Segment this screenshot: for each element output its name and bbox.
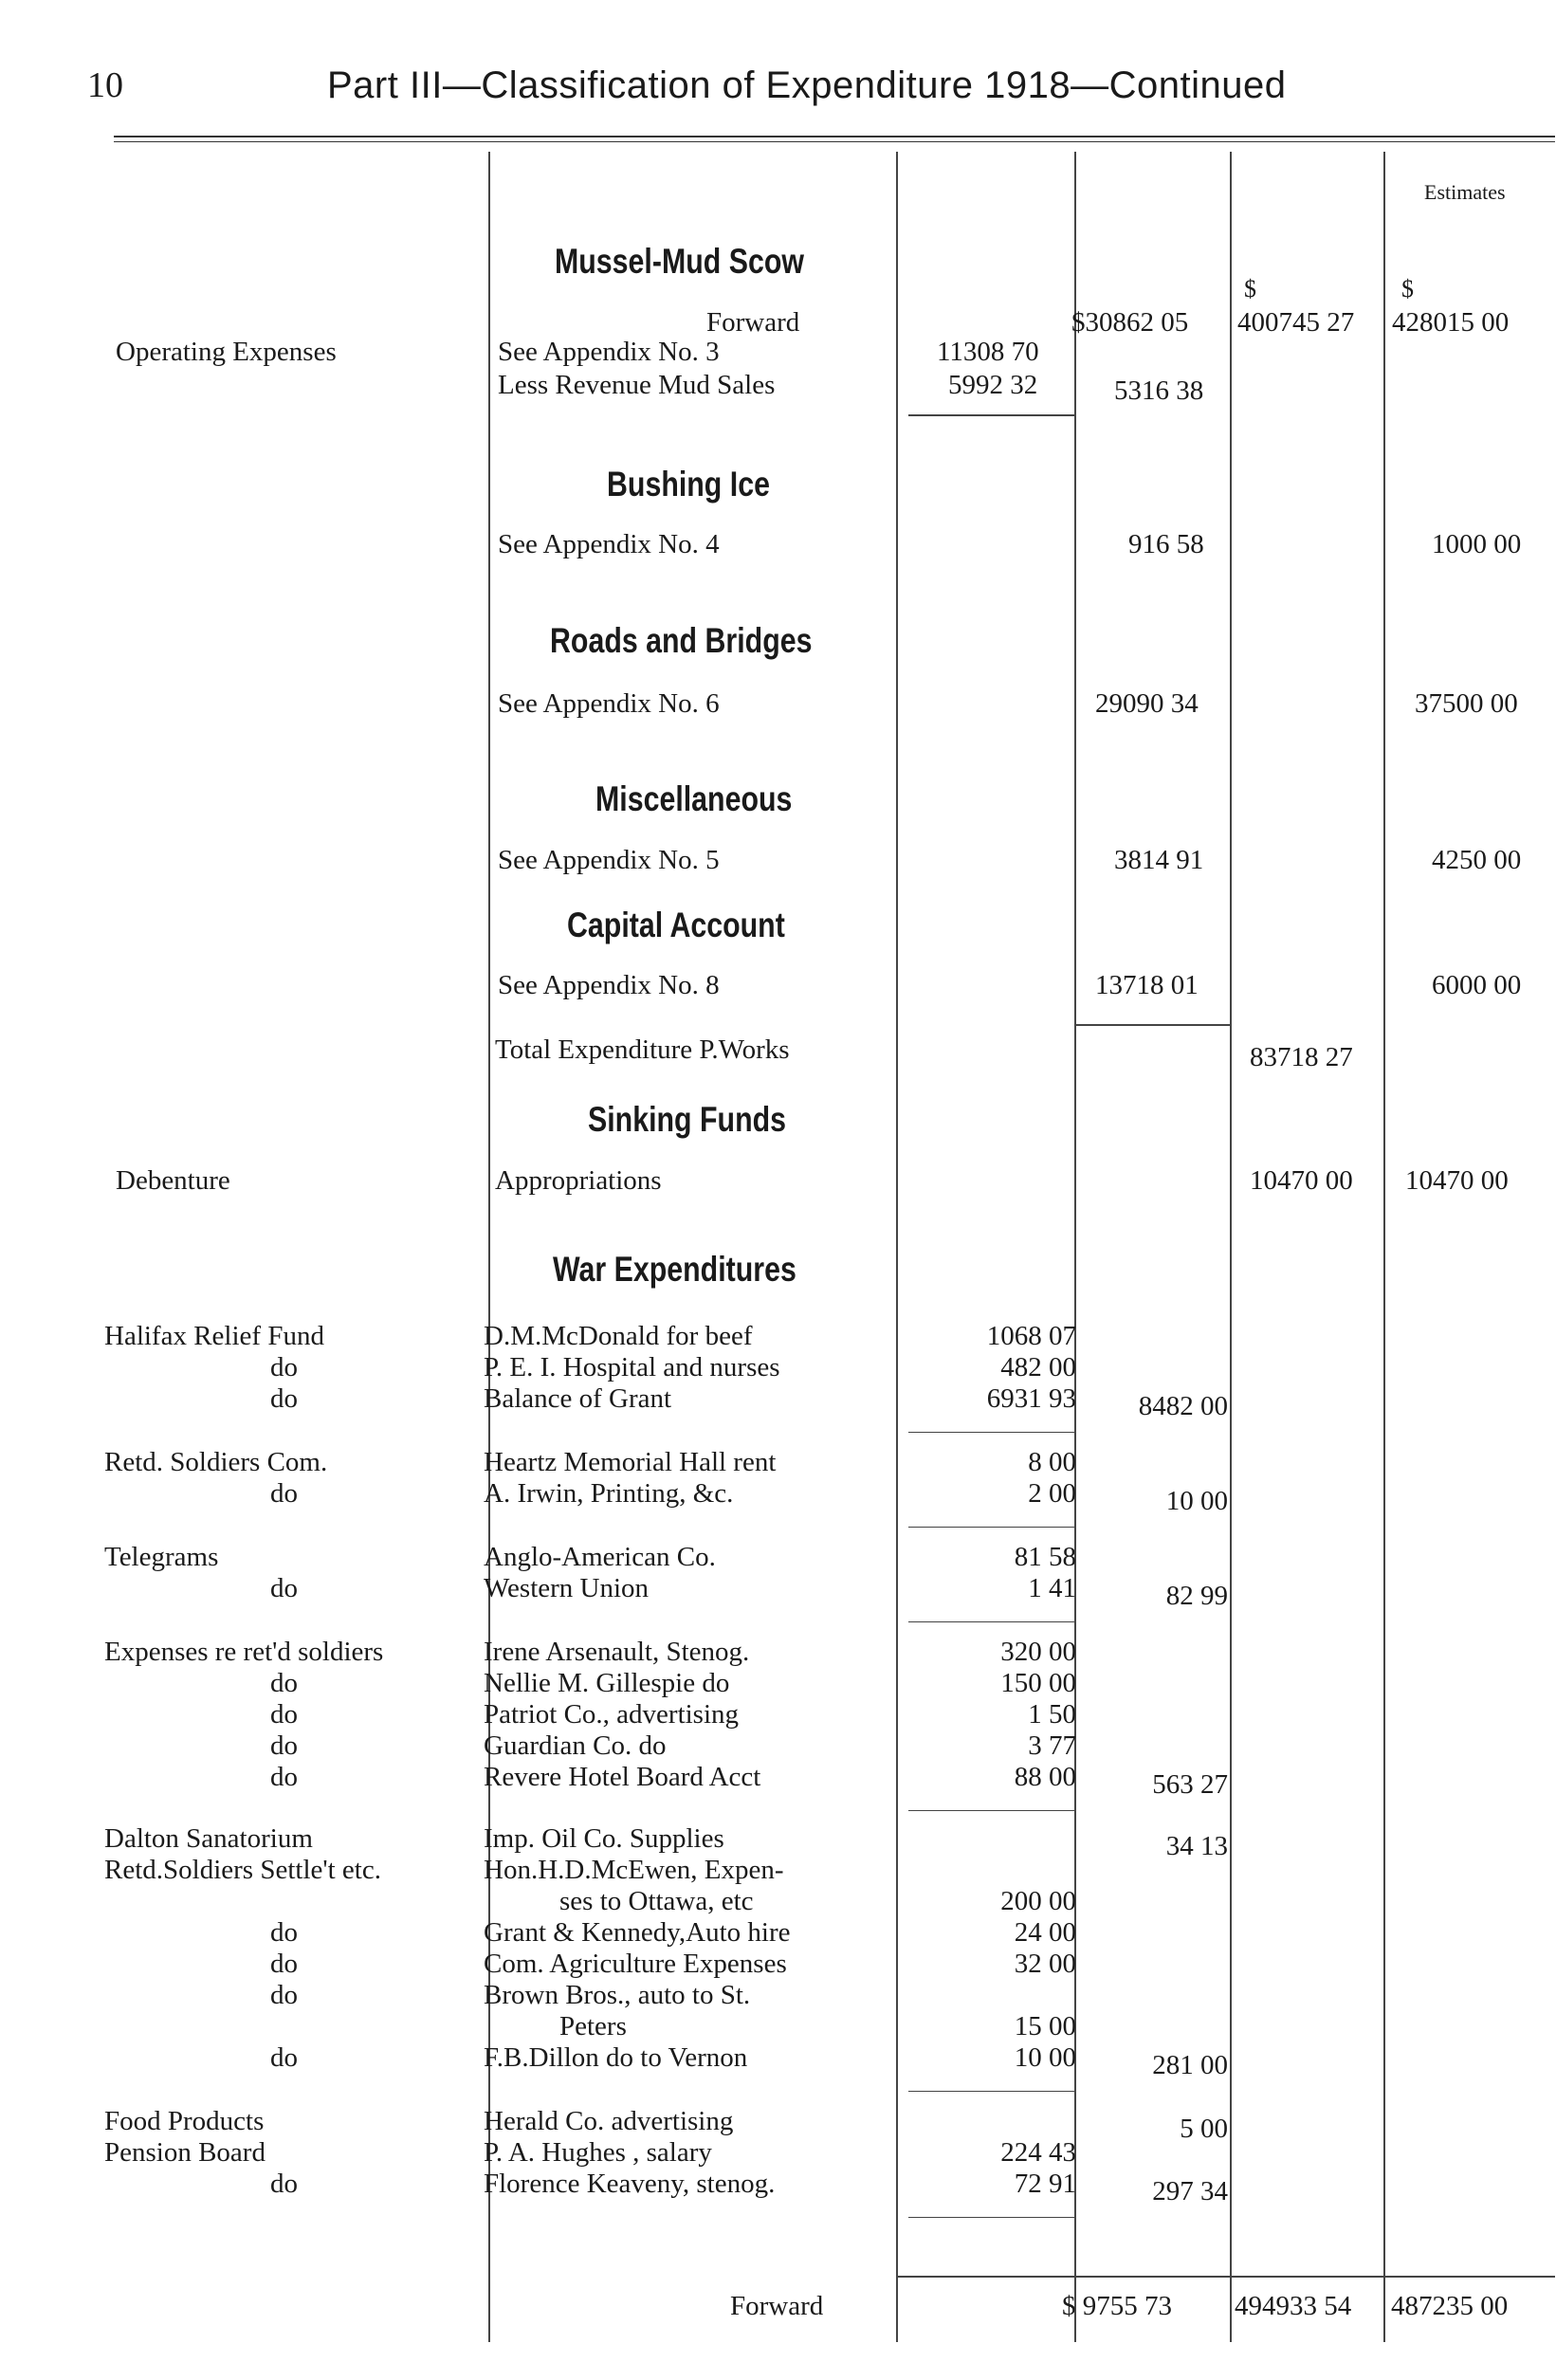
war-row-amount: 150 00 bbox=[1000, 1668, 1076, 1698]
page-header bbox=[0, 57, 1556, 114]
less-revenue-label: Less Revenue Mud Sales bbox=[498, 370, 776, 400]
debenture-label: Debenture bbox=[116, 1165, 230, 1196]
war-row-subtotal: 8482 00 bbox=[1138, 1391, 1228, 1421]
column-rule-total bbox=[1230, 152, 1232, 2342]
war-group-sum-rule bbox=[908, 1810, 1074, 1811]
war-row-left-label: Halifax Relief Fund bbox=[104, 1321, 324, 1351]
column-rule-left bbox=[488, 152, 490, 2342]
capital-amount: 13718 01 bbox=[1095, 970, 1199, 1000]
war-row-left-label: do bbox=[270, 1980, 298, 2010]
mussel-appendix-amount: 11308 70 bbox=[937, 337, 1039, 367]
war-row-description: Revere Hotel Board Acct bbox=[484, 1762, 761, 1792]
war-row-subtotal: 297 34 bbox=[1152, 2176, 1228, 2206]
war-row-left-label: do bbox=[270, 1478, 298, 1509]
mussel-appendix-label: See Appendix No. 3 bbox=[498, 337, 720, 367]
bushing-ice-heading: Bushing Ice bbox=[607, 465, 770, 503]
appropriations-label: Appropriations bbox=[495, 1165, 662, 1196]
war-row-left-label: Dalton Sanatorium bbox=[104, 1823, 313, 1854]
war-row-left-label: Expenses re ret'd soldiers bbox=[104, 1637, 384, 1667]
mussel-sum-rule bbox=[908, 414, 1074, 416]
war-row-left-label: do bbox=[270, 1917, 298, 1948]
war-row-left-label: do bbox=[270, 1762, 298, 1792]
war-row-amount: 482 00 bbox=[1000, 1352, 1076, 1382]
appropriations-estimate: 10470 00 bbox=[1405, 1165, 1509, 1196]
capital-appendix-label: See Appendix No. 8 bbox=[498, 970, 720, 1000]
sinking-funds-heading: Sinking Funds bbox=[588, 1100, 787, 1139]
roads-amount: 29090 34 bbox=[1095, 688, 1199, 719]
war-row-left-label: do bbox=[270, 1730, 298, 1761]
war-row-left-label: do bbox=[270, 1352, 298, 1382]
footer-rule bbox=[896, 2276, 1555, 2278]
war-group-sum-rule bbox=[908, 1621, 1074, 1622]
war-group-sum-rule bbox=[908, 1527, 1074, 1528]
war-row-description: D.M.McDonald for beef bbox=[484, 1321, 753, 1351]
header-rule bbox=[114, 136, 1555, 137]
roads-appendix-label: See Appendix No. 6 bbox=[498, 688, 720, 719]
roads-estimate: 37500 00 bbox=[1415, 688, 1518, 719]
war-row-left-label: Food Products bbox=[104, 2106, 265, 2136]
war-row-amount: 200 00 bbox=[1000, 1886, 1076, 1916]
war-row-left-label: Retd. Soldiers Com. bbox=[104, 1447, 328, 1477]
war-row-description: Herald Co. advertising bbox=[484, 2106, 734, 2136]
bushing-estimate: 1000 00 bbox=[1432, 529, 1522, 559]
war-row-left-label: do bbox=[270, 1699, 298, 1730]
war-group-sum-rule bbox=[908, 1432, 1074, 1433]
war-row-left-label: Pension Board bbox=[104, 2137, 265, 2168]
war-row-description: Hon.H.D.McEwen, Expen- bbox=[484, 1855, 784, 1885]
war-row-subtotal: 34 13 bbox=[1165, 1831, 1228, 1861]
war-row-left-label: do bbox=[270, 2169, 298, 2199]
footer-forward-label: Forward bbox=[730, 2291, 824, 2321]
footer-forward-estimate: 487235 00 bbox=[1391, 2291, 1509, 2321]
war-expenditures-heading: War Expenditures bbox=[553, 1250, 796, 1289]
war-group-sum-rule bbox=[908, 2217, 1074, 2218]
war-row-description: Balance of Grant bbox=[484, 1383, 672, 1414]
war-row-description: Irene Arsenault, Stenog. bbox=[484, 1637, 750, 1667]
bushing-amount: 916 58 bbox=[1128, 529, 1204, 559]
war-row-amount: 81 58 bbox=[1014, 1542, 1076, 1572]
capital-account-heading: Capital Account bbox=[567, 906, 785, 944]
war-row-amount: 1 41 bbox=[1028, 1573, 1076, 1603]
war-row-description: Brown Bros., auto to St. bbox=[484, 1980, 751, 2010]
war-row-description: Heartz Memorial Hall rent bbox=[484, 1447, 777, 1477]
column-rule-estimate bbox=[1383, 152, 1385, 2342]
war-row-description: F.B.Dillon do to Vernon bbox=[484, 2042, 748, 2073]
war-row-amount: 72 91 bbox=[1014, 2169, 1076, 2199]
war-row-subtotal: 563 27 bbox=[1152, 1769, 1228, 1800]
miscellaneous-heading: Miscellaneous bbox=[595, 779, 793, 818]
war-row-description: Peters bbox=[559, 2011, 627, 2041]
forward-estimate: 428015 00 bbox=[1392, 307, 1510, 338]
war-row-amount: 1068 07 bbox=[986, 1321, 1076, 1351]
war-row-description: Patriot Co., advertising bbox=[484, 1699, 740, 1730]
misc-estimate: 4250 00 bbox=[1432, 845, 1522, 875]
roads-bridges-heading: Roads and Bridges bbox=[550, 621, 813, 660]
war-row-left-label: do bbox=[270, 1383, 298, 1414]
war-row-description: Nellie M. Gillespie do bbox=[484, 1668, 730, 1698]
war-row-left-label: do bbox=[270, 1668, 298, 1698]
war-row-left-label: do bbox=[270, 1949, 298, 1979]
forward-amount: $30862 05 bbox=[1071, 307, 1189, 338]
misc-amount: 3814 91 bbox=[1114, 845, 1204, 875]
war-row-subtotal: 82 99 bbox=[1165, 1581, 1228, 1611]
war-row-amount: 6931 93 bbox=[986, 1383, 1076, 1414]
capital-estimate: 6000 00 bbox=[1432, 970, 1522, 1000]
war-row-amount: 15 00 bbox=[1014, 2011, 1076, 2041]
war-row-amount: 224 43 bbox=[1000, 2137, 1076, 2168]
operating-expenses-label: Operating Expenses bbox=[116, 337, 337, 367]
page-title: Part III—Classification of Expenditure 1918—Continued bbox=[327, 64, 1287, 106]
war-row-description: P. E. I. Hospital and nurses bbox=[484, 1352, 780, 1382]
total-expenditure-label: Total Expenditure P.Works bbox=[495, 1034, 790, 1065]
war-row-amount: 88 00 bbox=[1014, 1762, 1076, 1792]
war-row-description: Anglo-American Co. bbox=[484, 1542, 716, 1572]
war-row-subtotal: 10 00 bbox=[1165, 1486, 1228, 1516]
war-row-description: Guardian Co. do bbox=[484, 1730, 667, 1761]
less-revenue-amount: 5992 32 bbox=[948, 370, 1038, 400]
mussel-mud-scow-heading: Mussel-Mud Scow bbox=[555, 242, 804, 281]
capital-sum-rule bbox=[1076, 1024, 1230, 1026]
war-row-amount: 2 00 bbox=[1028, 1478, 1076, 1509]
war-row-amount: 10 00 bbox=[1014, 2042, 1076, 2073]
war-row-amount: 3 77 bbox=[1028, 1730, 1076, 1761]
war-row-left-label: Retd.Soldiers Settle't etc. bbox=[104, 1855, 381, 1885]
forward-total: 400745 27 bbox=[1237, 307, 1355, 338]
forward-label: Forward bbox=[706, 307, 800, 338]
war-row-description: ses to Ottawa, etc bbox=[559, 1886, 754, 1916]
war-row-left-label: do bbox=[270, 2042, 298, 2073]
war-row-amount: 8 00 bbox=[1028, 1447, 1076, 1477]
war-row-description: Com. Agriculture Expenses bbox=[484, 1949, 787, 1979]
appropriations-amount: 10470 00 bbox=[1250, 1165, 1353, 1196]
war-row-description: Western Union bbox=[484, 1573, 650, 1603]
war-row-left-label: do bbox=[270, 1573, 298, 1603]
war-group-sum-rule bbox=[908, 2091, 1074, 2092]
war-row-description: P. A. Hughes , salary bbox=[484, 2137, 712, 2168]
bushing-appendix-label: See Appendix No. 4 bbox=[498, 529, 720, 559]
war-row-left-label: Telegrams bbox=[104, 1542, 219, 1572]
misc-appendix-label: See Appendix No. 5 bbox=[498, 845, 720, 875]
war-row-description: Imp. Oil Co. Supplies bbox=[484, 1823, 724, 1854]
mussel-net-amount: 5316 38 bbox=[1114, 375, 1204, 406]
header-rule-thin bbox=[114, 141, 1555, 142]
footer-forward-amount: $ 9755 73 bbox=[1062, 2291, 1172, 2321]
war-row-description: A. Irwin, Printing, &c. bbox=[484, 1478, 734, 1509]
war-row-amount: 32 00 bbox=[1014, 1949, 1076, 1979]
war-row-amount: 320 00 bbox=[1000, 1637, 1076, 1667]
war-row-description: Florence Keaveny, stenog. bbox=[484, 2169, 776, 2199]
war-row-subtotal: 281 00 bbox=[1152, 2050, 1228, 2080]
war-row-amount: 1 50 bbox=[1028, 1699, 1076, 1730]
estimates-column-header: Estimates bbox=[1424, 180, 1506, 204]
war-row-description: Grant & Kennedy,Auto hire bbox=[484, 1917, 791, 1948]
total-expenditure-amount: 83718 27 bbox=[1250, 1042, 1353, 1072]
footer-forward-total: 494933 54 bbox=[1235, 2291, 1352, 2321]
total-dollar-sign: $ bbox=[1244, 275, 1256, 302]
page-number: 10 bbox=[87, 65, 123, 105]
war-row-subtotal: 5 00 bbox=[1180, 2114, 1228, 2144]
estimate-dollar-sign: $ bbox=[1401, 275, 1414, 302]
war-row-amount: 24 00 bbox=[1014, 1917, 1076, 1948]
